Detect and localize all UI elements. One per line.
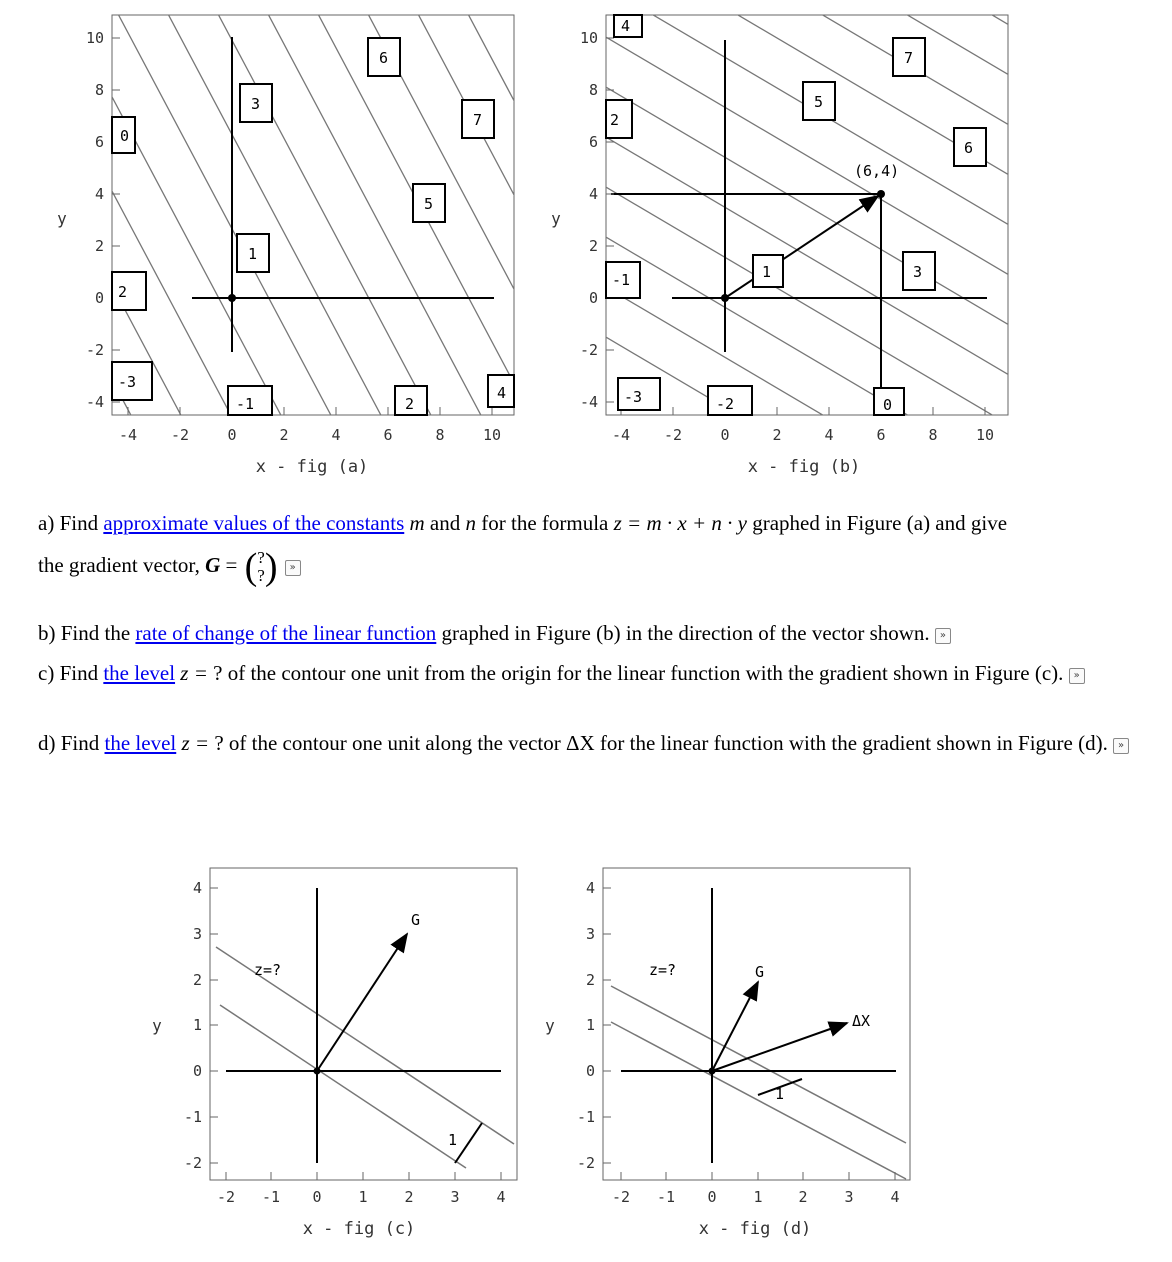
- question-a: [38, 508, 1148, 538]
- distance-marker-c: [455, 1123, 482, 1163]
- xtick-a-0: -4: [118, 426, 138, 444]
- dist-label-d: 1: [775, 1085, 785, 1103]
- ytick-c-1: 3: [192, 925, 202, 943]
- clabel-b-9: -2: [716, 395, 735, 413]
- xtick-c-3: 1: [358, 1188, 368, 1206]
- ytick-d-0: 4: [585, 879, 595, 897]
- clabel-a-7: -3: [118, 373, 137, 391]
- ylabel-b: y: [551, 209, 561, 228]
- xtick-a-4: 4: [331, 426, 341, 444]
- xtick-d-1: -1: [656, 1188, 676, 1206]
- link-the-level-d[interactable]: the level: [104, 731, 177, 755]
- point-label-b: (6,4): [854, 162, 900, 180]
- xtick-d-2: 0: [707, 1188, 717, 1206]
- dx-label-d: ΔX: [852, 1012, 871, 1030]
- clabel-a-3: 7: [473, 111, 483, 129]
- clabel-b-1: 7: [904, 49, 914, 67]
- clabel-b-8: -3: [624, 388, 643, 406]
- vec-bottom: ?: [257, 566, 265, 585]
- question-a-mid: for the formula: [476, 511, 614, 535]
- ylabel-d: y: [545, 1016, 555, 1035]
- answer-button-d[interactable]: »: [1113, 738, 1129, 754]
- ylabel-a: y: [57, 209, 67, 228]
- xtick-d-4: 2: [798, 1188, 808, 1206]
- ytick-b-6: -2: [579, 341, 598, 359]
- plot-frame-a: [112, 15, 514, 415]
- clabel-a-5: 1: [248, 245, 258, 263]
- clabel-a-8: -1: [236, 395, 255, 413]
- question-b: [38, 618, 1148, 648]
- question-c: [38, 658, 1148, 688]
- xtick-b-1: -2: [663, 426, 683, 444]
- clabel-a-1: 3: [251, 95, 261, 113]
- ytick-c-2: 2: [192, 971, 202, 989]
- ytick-d-6: -2: [576, 1154, 595, 1172]
- ytick-a-7: -4: [85, 393, 104, 411]
- ytick-c-3: 1: [192, 1016, 202, 1034]
- xtick-a-2: 0: [227, 426, 237, 444]
- origin-dot-b: [721, 294, 729, 302]
- question-a-line2: [38, 548, 1148, 586]
- vec-top: ?: [257, 548, 265, 567]
- xtick-d-5: 3: [844, 1188, 854, 1206]
- caption-b: x - fig (b): [747, 457, 861, 477]
- ytick-c-0: 4: [192, 879, 202, 897]
- xtick-a-3: 2: [279, 426, 289, 444]
- ytick-b-4: 2: [588, 237, 598, 255]
- xtick-b-4: 4: [824, 426, 834, 444]
- contour-lines-b: [560, 0, 1060, 490]
- ytick-d-3: 1: [585, 1016, 595, 1034]
- ytick-a-4: 2: [94, 237, 104, 255]
- xtick-c-1: -1: [261, 1188, 281, 1206]
- ytick-a-1: 8: [94, 81, 104, 99]
- g-label-c: G: [411, 911, 421, 929]
- xtick-b-0: -4: [611, 426, 631, 444]
- link-rate-of-change[interactable]: rate of change of the linear function: [135, 621, 437, 645]
- ytick-b-7: -4: [579, 393, 598, 411]
- ytick-a-3: 4: [94, 185, 104, 203]
- caption-a: x - fig (a): [255, 457, 369, 477]
- ticks-c: [210, 888, 501, 1180]
- figure-a: [0, 0, 560, 490]
- figure-d: [525, 860, 925, 1260]
- xtick-c-6: 4: [496, 1188, 506, 1206]
- xtick-d-0: -2: [611, 1188, 631, 1206]
- clabel-b-0: 4: [621, 17, 631, 35]
- ytick-d-5: -1: [576, 1108, 595, 1126]
- plot-frame-c: [210, 868, 517, 1180]
- clabel-a-10: 4: [497, 384, 507, 402]
- caption-d: x - fig (d): [698, 1219, 812, 1239]
- math-m: m: [409, 511, 425, 535]
- figure-c: [130, 860, 530, 1260]
- question-d-z: z =: [176, 731, 215, 755]
- figure-b: [545, 0, 1172, 490]
- ticks-a: [112, 38, 492, 415]
- clabel-b-10: 0: [883, 396, 893, 414]
- xtick-a-1: -2: [170, 426, 190, 444]
- clabel-b-7: -1: [612, 271, 631, 289]
- question-c-z: z =: [175, 661, 214, 685]
- ytick-c-5: -1: [183, 1108, 202, 1126]
- origin-dot-a: [228, 294, 236, 302]
- clabel-b-5: 1: [762, 263, 772, 281]
- ytick-b-2: 6: [588, 133, 598, 151]
- equals: =: [220, 552, 243, 577]
- axes-b: [611, 40, 987, 412]
- question-b-suffix: graphed in Figure (b) in the direction of the vector shown.: [436, 621, 930, 645]
- ytick-b-3: 4: [588, 185, 598, 203]
- xtick-b-2: 0: [720, 426, 730, 444]
- answer-button-c[interactable]: »: [1069, 668, 1085, 684]
- gradient-text: the gradient vector,: [38, 552, 206, 577]
- question-a-prefix: a) Find: [38, 511, 104, 535]
- g-label-d: G: [755, 963, 765, 981]
- xtick-b-3: 2: [772, 426, 782, 444]
- question-c-suffix: ? of the contour one unit from the origin for the linear function with the gradient shown in Figure (c).: [213, 661, 1064, 685]
- caption-c: x - fig (c): [302, 1219, 416, 1239]
- contour-labels-a: [112, 38, 514, 415]
- ytick-c-6: -2: [183, 1154, 202, 1172]
- xtick-c-2: 0: [312, 1188, 322, 1206]
- z-label-d: z=?: [649, 961, 677, 979]
- ytick-b-5: 0: [588, 289, 598, 307]
- axes-a: [192, 37, 494, 352]
- clabel-a-0: 0: [120, 127, 130, 145]
- z-label-c: z=?: [254, 961, 282, 979]
- ytick-d-4: 0: [585, 1062, 595, 1080]
- math-n: n: [465, 511, 476, 535]
- ticks-d: [603, 888, 895, 1180]
- ytick-c-4: 0: [192, 1062, 202, 1080]
- xtick-c-4: 2: [404, 1188, 414, 1206]
- direction-vector-b: [725, 196, 878, 298]
- link-the-level-c[interactable]: the level: [103, 661, 176, 685]
- contour-lines-c: [216, 947, 514, 1168]
- origin-dot-d: [709, 1068, 716, 1075]
- xtick-a-6: 8: [435, 426, 445, 444]
- clabel-a-6: 2: [118, 283, 128, 301]
- xtick-a-5: 6: [383, 426, 393, 444]
- gradient-symbol: G: [205, 552, 221, 577]
- xtick-c-0: -2: [216, 1188, 236, 1206]
- question-d: [38, 728, 1148, 758]
- axes-c: [226, 888, 501, 1163]
- formula: z = m · x + n · y: [613, 511, 747, 535]
- clabel-b-6: 3: [913, 263, 923, 281]
- xtick-b-7: 10: [975, 426, 995, 444]
- answer-button-a[interactable]: »: [285, 560, 301, 576]
- xtick-b-6: 8: [928, 426, 938, 444]
- xtick-d-3: 1: [753, 1188, 763, 1206]
- ytick-d-1: 3: [585, 925, 595, 943]
- xtick-b-5: 6: [876, 426, 886, 444]
- clabel-a-4: 5: [424, 195, 434, 213]
- origin-dot-c: [314, 1068, 321, 1075]
- contour-lines-a: [0, 0, 560, 470]
- xtick-d-6: 4: [890, 1188, 900, 1206]
- clabel-b-4: 6: [964, 139, 974, 157]
- question-d-suffix: ? of the contour one unit along the vector ΔX for the linear function with the gradient shown in Figure (d).: [214, 731, 1108, 755]
- clabel-b-2: 5: [814, 93, 824, 111]
- ytick-a-2: 6: [94, 133, 104, 151]
- ylabel-c: y: [152, 1016, 162, 1035]
- clabel-a-2: 6: [379, 49, 389, 67]
- gradient-vector-c: [317, 934, 407, 1071]
- clabel-a-9: 2: [405, 395, 415, 413]
- link-approximate-values[interactable]: approximate values of the constants: [103, 511, 405, 535]
- point-dot-b: [877, 190, 885, 198]
- contour-labels-b: [606, 15, 986, 415]
- question-d-prefix: d) Find: [38, 731, 105, 755]
- xtick-a-7: 10: [482, 426, 502, 444]
- ytick-a-6: -2: [85, 341, 104, 359]
- ytick-d-2: 2: [585, 971, 595, 989]
- question-a-and: and: [424, 511, 466, 535]
- ytick-a-0: 10: [85, 29, 104, 47]
- gradient-vector: (? ?): [244, 546, 278, 588]
- clabel-b-3: 2: [610, 111, 620, 129]
- answer-button-b[interactable]: »: [935, 628, 951, 644]
- ytick-b-0: 10: [579, 29, 598, 47]
- ytick-a-5: 0: [94, 289, 104, 307]
- question-a-suffix: graphed in Figure (a) and give: [746, 511, 1008, 535]
- question-c-prefix: c) Find: [38, 661, 104, 685]
- dist-label-c: 1: [448, 1131, 458, 1149]
- ytick-b-1: 8: [588, 81, 598, 99]
- xtick-c-5: 3: [450, 1188, 460, 1206]
- question-b-prefix: b) Find the: [38, 621, 136, 645]
